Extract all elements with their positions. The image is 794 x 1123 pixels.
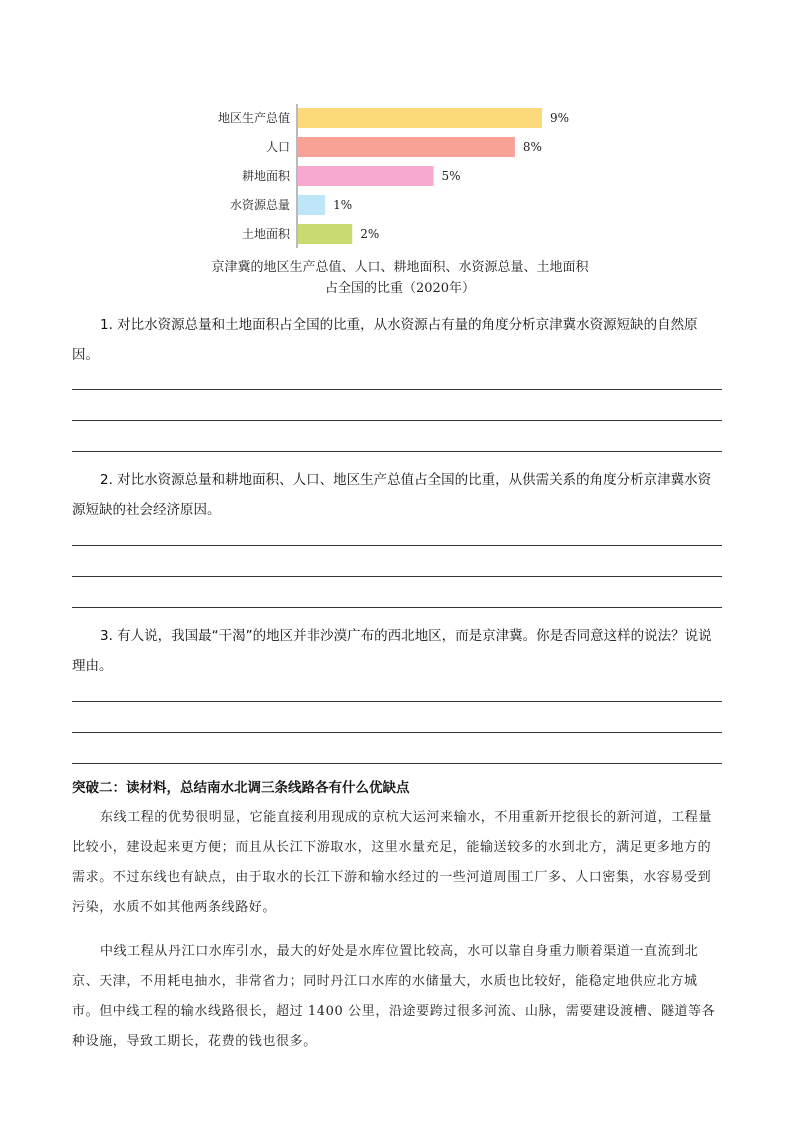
question-3: 3. 有人说，我国最“干渴”的地区并非沙漠广布的西北地区，而是京津冀。你是否同意这样的说法？说说理由。 — [72, 628, 712, 674]
answer-line — [72, 576, 722, 577]
data-label: 5% — [441, 169, 461, 183]
category-label: 耕地面积 — [241, 169, 290, 183]
question-1: 1. 对比水资源总量和土地面积占全国的比重，从水资源占有量的角度分析京津冀水资源短缺的自然原因。 — [72, 317, 698, 363]
data-label: 9% — [550, 111, 570, 125]
question-2: 2. 对比水资源总量和耕地面积、人口、地区生产总值占全国的比重，从供需关系的角度分析京津冀水资源短缺的社会经济原因。 — [72, 472, 712, 518]
answer-line — [72, 451, 722, 452]
chart-caption-line-2: 占全国的比重（2020年） — [324, 281, 476, 296]
bar — [298, 137, 515, 157]
answer-line — [72, 701, 722, 702]
data-label: 1% — [333, 198, 353, 212]
bar — [298, 166, 434, 186]
data-label: 2% — [360, 227, 380, 241]
answer-line — [72, 607, 722, 608]
bar — [298, 195, 325, 215]
answer-line — [72, 389, 722, 390]
category-label: 地区生产总值 — [217, 111, 290, 125]
answer-line — [72, 763, 722, 764]
chart-caption-line-1: 京津冀的地区生产总值、人口、耕地面积、水资源总量、土地面积 — [211, 260, 589, 275]
data-label: 8% — [522, 140, 542, 154]
bar — [298, 108, 542, 128]
bar-chart — [0, 0, 794, 260]
paragraph-middle-route: 中线工程从丹江口水库引水，最大的好处是水库位置比较高，水可以靠自身重力顺着渠道一直流到北京、天津，不用耗电抽水，非常省力；同时丹江口水库的水储量大，水质也比较好，能稳定地供应北方城市。但中线工程的输水线路很长，超过 1400 公里，沿途要跨过很多河流、山脉，需要建设渡槽、隧道等各种设施，导致工期长，花费的钱也很多。 — [72, 944, 716, 1049]
category-label: 人口 — [265, 140, 290, 154]
bar — [298, 224, 352, 244]
paragraph-east-route: 东线工程的优势很明显，它能直接利用现成的京杭大运河来输水，不用重新开挖很长的新河道，工程量比较小，建设起来更方便；而且从长江下游取水，这里水量充足，能输送较多的水到北方，满足更多地方的需求。不过东线也有缺点，由于取水的长江下游和输水经过的一些河道周围工厂多、人口密集，水容易受到污染，水质不如其他两条线路好。 — [72, 810, 713, 915]
section-heading: 突破二：读材料，总结南水北调三条线路各有什么优缺点 — [72, 780, 410, 796]
category-label: 土地面积 — [241, 227, 290, 241]
category-label: 水资源总量 — [229, 198, 290, 212]
answer-line — [72, 545, 722, 546]
answer-line — [72, 732, 722, 733]
answer-line — [72, 420, 722, 421]
